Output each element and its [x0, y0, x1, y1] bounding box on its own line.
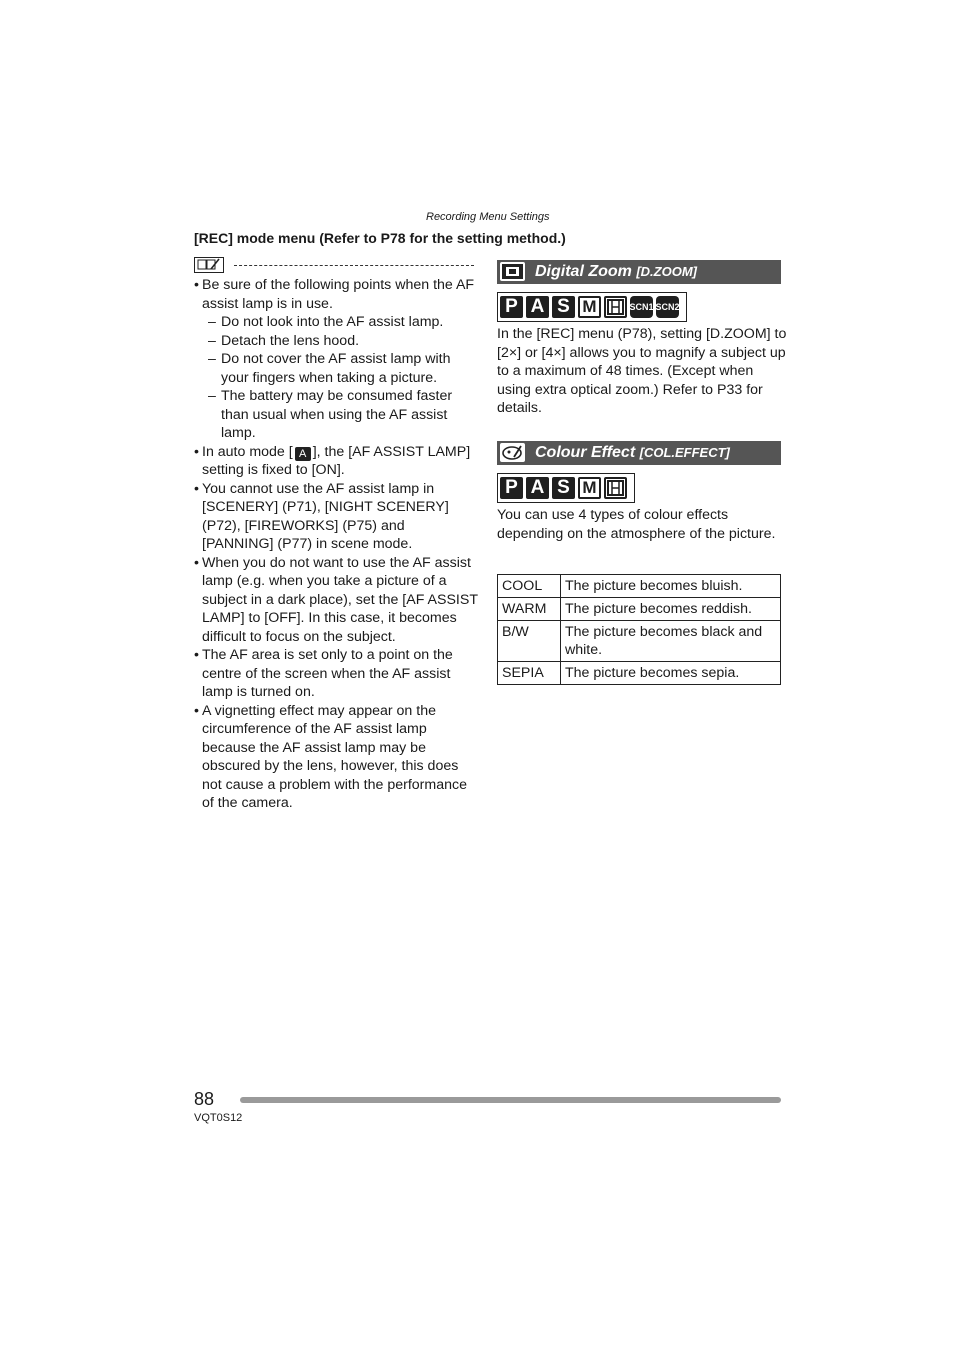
note-subitem: – The battery may be consumed faster than usual when using the AF assist lamp.	[202, 387, 479, 443]
digital-zoom-icon	[500, 262, 525, 281]
note-subitem: – Do not cover the AF assist lamp with your fingers when taking a picture.	[202, 350, 479, 387]
scene-mode-1-icon: SCN1	[630, 296, 653, 318]
effect-description: The picture becomes black and white.	[561, 621, 781, 662]
table-row	[498, 662, 781, 685]
table-row	[498, 575, 781, 598]
colour-effect-description: You can use 4 types of colour effects depending on the atmosphere of the picture.	[497, 507, 776, 542]
section-title: [REC] mode menu (Refer to P78 for the setting method.)	[194, 230, 566, 246]
note-divider	[234, 265, 474, 266]
effect-name: B/W	[498, 621, 561, 662]
effect-description: The picture becomes bluish.	[561, 575, 781, 598]
motion-picture-icon	[604, 296, 627, 318]
scene-mode-2-icon: SCN2	[656, 296, 679, 318]
digital-zoom-title: Digital Zoom [D.ZOOM]	[535, 263, 697, 280]
effect-name: COOL	[498, 575, 561, 598]
note-subitem: – Do not look into the AF assist lamp.	[202, 313, 479, 332]
effect-name: WARM	[498, 598, 561, 621]
mode-a-icon: A	[526, 477, 549, 499]
digital-zoom-header	[497, 260, 781, 284]
mode-m-icon: M	[578, 477, 601, 499]
mode-a-icon: A	[526, 296, 549, 318]
note-bullet: • A vignetting effect may appear on the circumference of the AF assist lamp because the AF assist lamp may be obscured by the lens, however, this does not cause a problem with the performance of the camera.	[194, 702, 479, 813]
note-bullet: • When you do not want to use the AF assist lamp (e.g. when you take a picture of a subject in a dark place), set the [AF ASSIST LAMP] to [OFF]. In this case, it becomes difficult to focus on the subject.	[194, 554, 479, 647]
note-subitem: – Detach the lens hood.	[202, 332, 479, 351]
mode-p-icon: P	[500, 296, 523, 318]
note-bullet: • You cannot use the AF assist lamp in [SCENERY] (P71), [NIGHT SCENERY] (P72), [FIREWORKS] (P75) and [PANNING] (P77) in scene mode.	[194, 480, 479, 554]
digital-zoom-modes	[497, 292, 687, 322]
mode-p-icon: P	[500, 477, 523, 499]
digital-zoom-description: In the [REC] menu (P78), setting [D.ZOOM] to [2×] or [4×] allows you to magnify a subject up to a maximum of 48 times. (Except when using extra optical zoom.) Refer to P33 for details.	[497, 326, 787, 416]
running-header: Recording Menu Settings	[426, 211, 550, 223]
colour-effect-header	[497, 441, 781, 465]
note-bullet: • The AF area is set only to a point on the centre of the screen when the AF assist lamp is turned on.	[194, 646, 479, 702]
effect-name: SEPIA	[498, 662, 561, 685]
motion-picture-icon	[604, 477, 627, 499]
mode-s-icon: S	[552, 477, 575, 499]
memo-note-icon	[194, 257, 224, 273]
note-bullet: • In auto mode [ A ], the [AF ASSIST LAMP] setting is fixed to [ON].	[194, 443, 479, 480]
footer-rule	[240, 1097, 781, 1103]
colour-effect-icon	[500, 443, 525, 462]
mode-m-icon: M	[578, 296, 601, 318]
mode-s-icon: S	[552, 296, 575, 318]
colour-effect-modes	[497, 473, 635, 503]
table-row	[498, 621, 781, 662]
note-header	[194, 257, 476, 275]
page-number: 88	[194, 1089, 215, 1109]
auto-mode-icon: A	[295, 447, 311, 461]
colour-effect-table	[497, 574, 781, 685]
note-bullet: • Be sure of the following points when the AF assist lamp is in use. – Do not look into the AF assist lamp. – Detach the lens hood. – Do not cover the AF assist lamp with your fingers when taking a picture. – The battery may be consumed faster than usual when using the AF assist lamp.	[194, 276, 479, 443]
table-row	[498, 598, 781, 621]
notes-column	[194, 276, 479, 813]
effect-description: The picture becomes reddish.	[561, 598, 781, 621]
model-code: VQT0S12	[194, 1112, 243, 1124]
colour-effect-title: Colour Effect [COL.EFFECT]	[535, 444, 730, 461]
effect-description: The picture becomes sepia.	[561, 662, 781, 685]
